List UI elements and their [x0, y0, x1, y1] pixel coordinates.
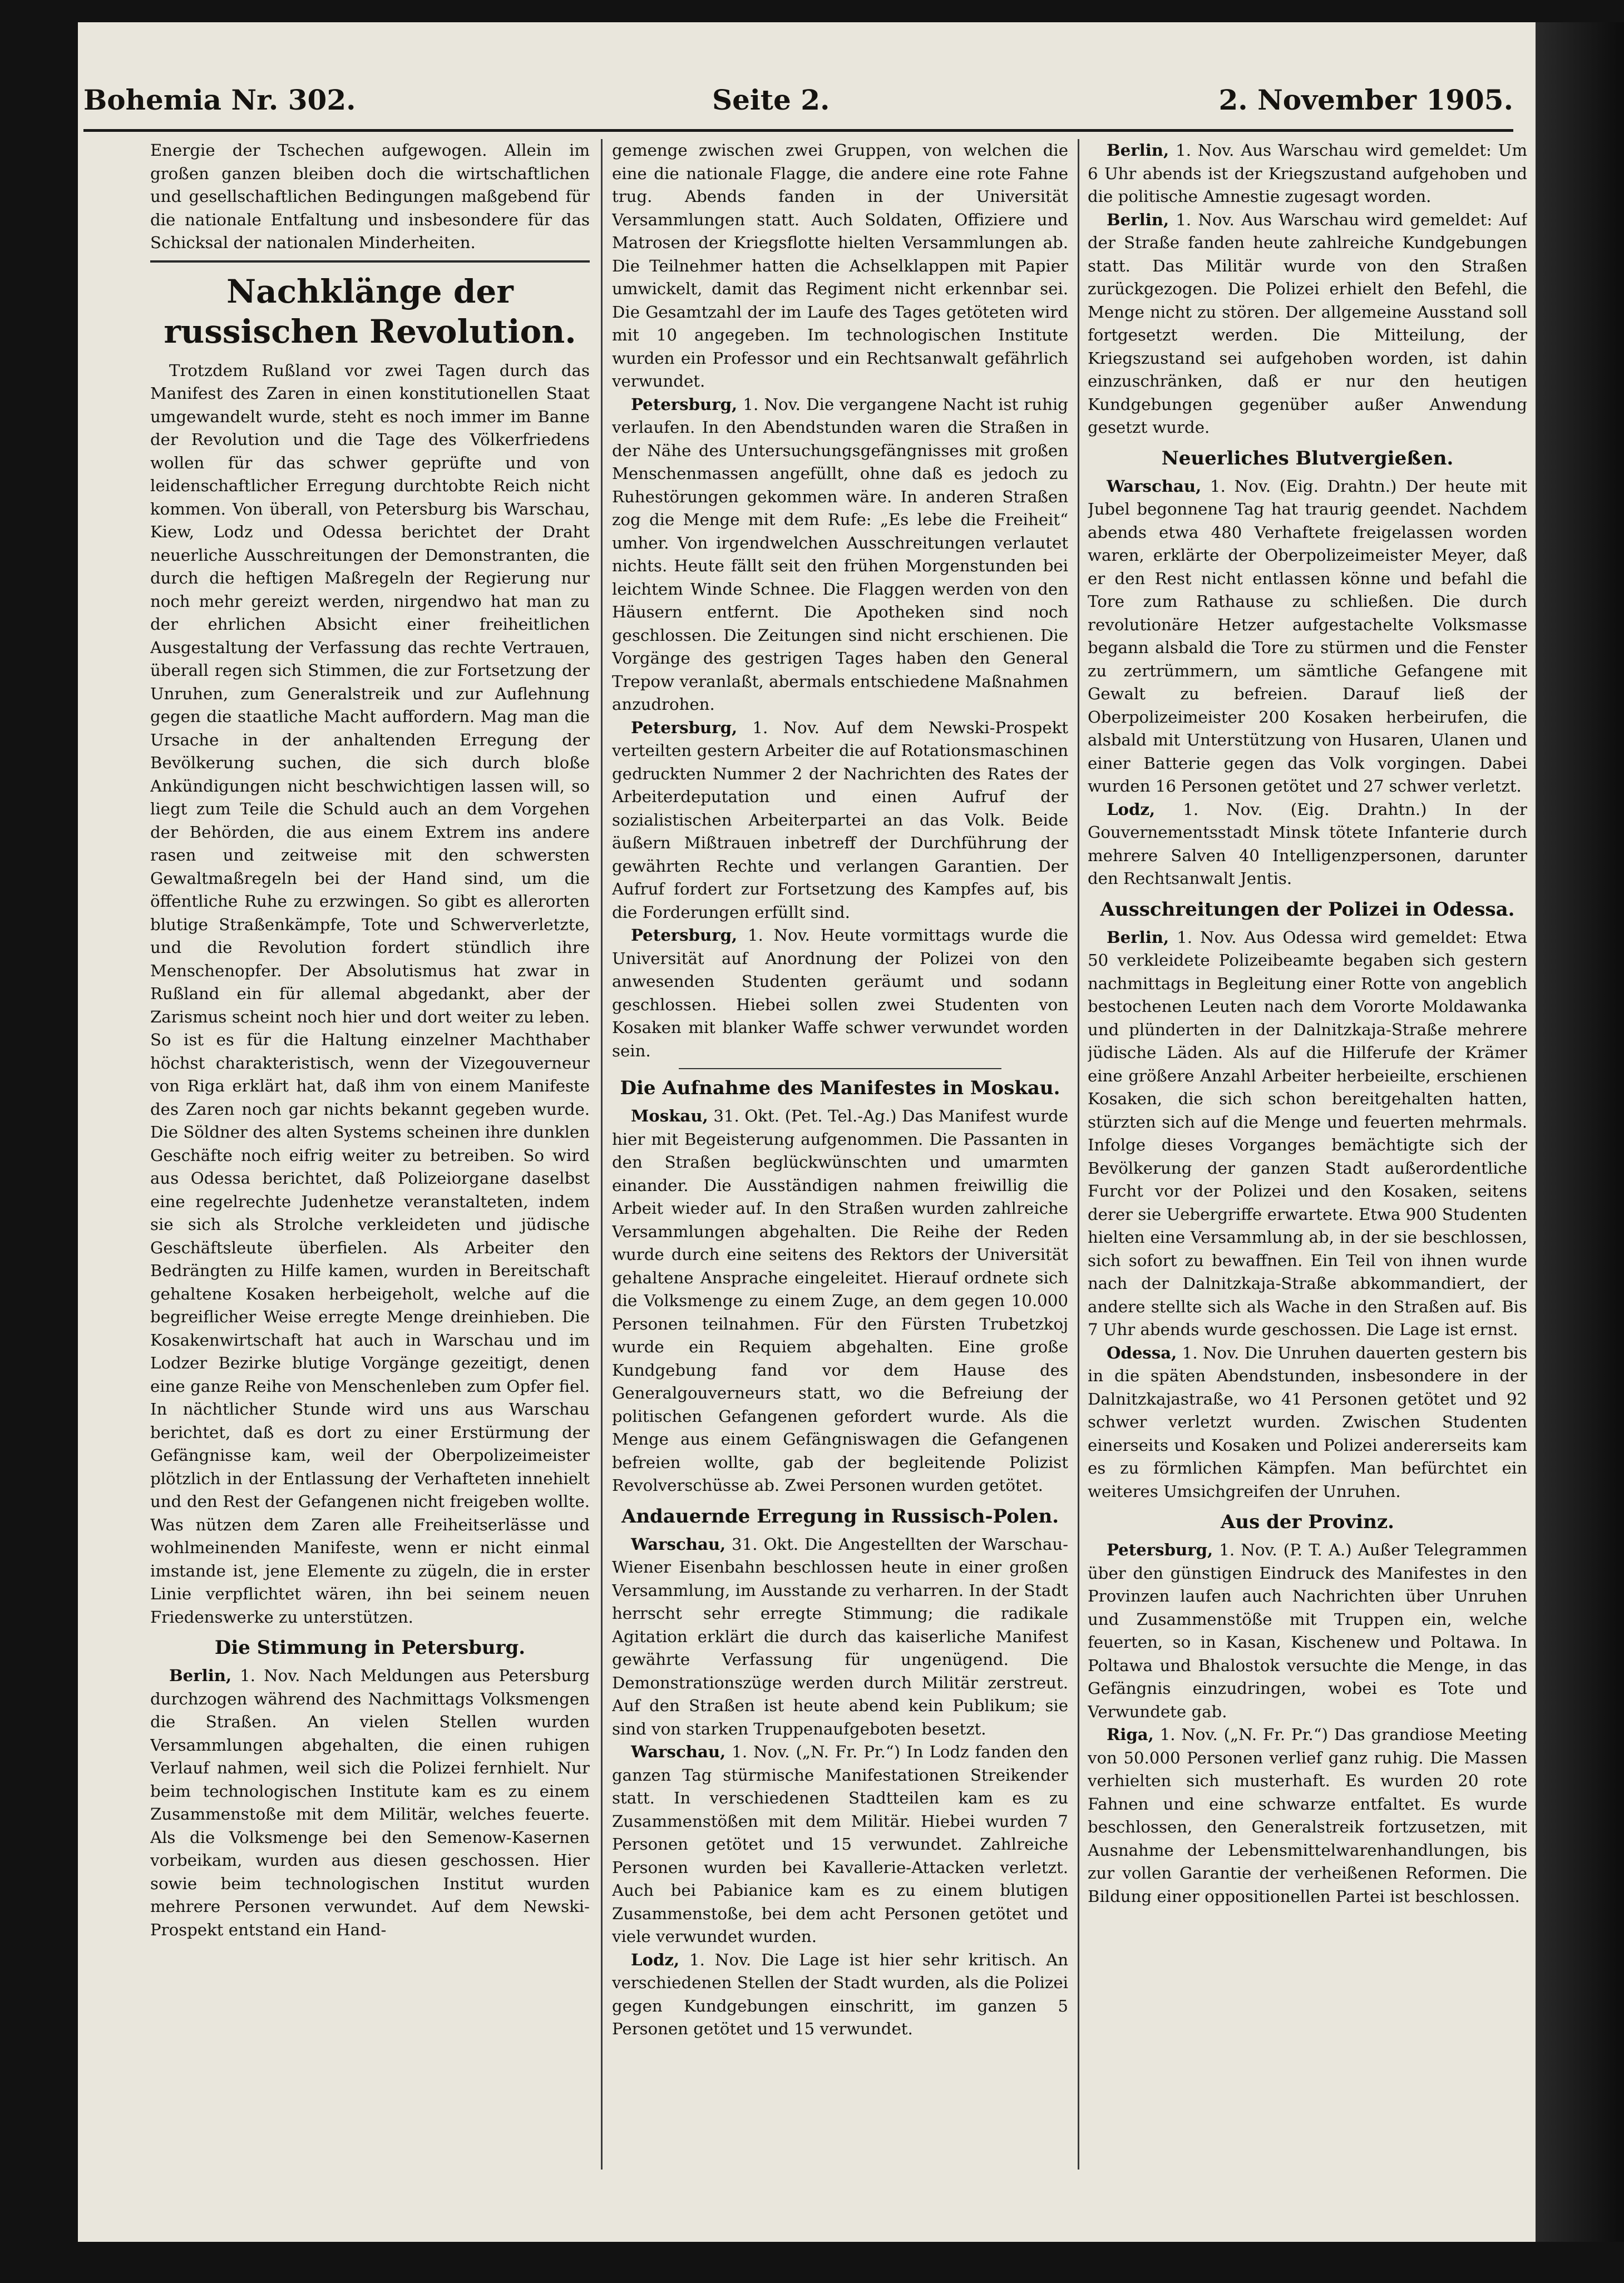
dateline: Berlin, — [1107, 210, 1169, 229]
dispatch-text: 31. Okt. Die Angestellten der Warschau-Wiener Eisenbahn beschlossen heute in einer großen Versammlung, im Ausstande zu verharren. In der Stadt herrscht sehr erregte Stimmung; die radikale Agitation erklärt die durch das kaiserliche Manifest gewährte Verfassung für ungenügend. Die Demonstrationszüge werden durch Militär zerstreut. Auf den Straßen ist heute abend kein Publikum; sie sind von starken Truppenaufgeboten besetzt. — [612, 1534, 1068, 1738]
dispatch-paragraph — [1088, 1723, 1527, 1908]
section-separator — [679, 1068, 1001, 1069]
dispatch-paragraph — [612, 1949, 1068, 2041]
dateline: Berlin, — [169, 1666, 232, 1685]
dispatch-text: 1. Nov. Aus Warschau wird gemeldet: Auf der Straße fanden heute zahlreiche Kundgebungen statt. Das Militär wurde von den Straßen zurückgezogen. Die Polizei erhielt den Befehl, die Menge nicht zu stören. Der allgemeine Ausstand soll fortgesetzt werden. Die Mitteilung, der Kriegszustand sei aufgehoben worden, ist dahin einzuschränken, daß er nur den heutigen Kundgebungen gegenüber außer Anwendung gesetzt wurde. — [1088, 210, 1527, 437]
dateline: Lodz, — [631, 1950, 680, 1969]
section-subhead: Die Aufnahme des Manifestes in Moskau. — [620, 1077, 1060, 1099]
page-number: Seite 2. — [712, 83, 830, 116]
article-separator — [150, 260, 590, 263]
dispatch-text: 1. Nov. Aus Odessa wird gemeldet: Etwa 50 verkleidete Polizeibeamte begaben sich gestern nachmittags in Begleitung einer Rotte von angeblich bestochenen Leuten nach dem Vororte Moldawanka und plünderten in der Dalnitzkaja-Straße mehrere jüdische Läden. Als auf die Hilferufe der Krämer eine größere Anzahl Arbeiter herbeieilte, erschienen Kosaken, die sich schon bereitgehalten hatten, stürzten sich auf die Menge und feuerten mehrmals. Infolge dieses Vorganges bemächtigte sich der Bevölkerung der ganzen Stadt außerordentliche Furcht vor der Polizei und den Kosaken, seitens derer sie Uebergriffe erwartete. Etwa 900 Studenten hielten eine Versammlung ab, in der sie beschlossen, sich sofort zu bewaffnen. Ein Teil von ihnen wurde nach der Dalnitzkaja-Straße abkommandiert, der andere stellte sich als Wache in den Straßen auf. Bis 7 Uhr abends wurde geschossen. Die Lage ist ernst. — [1088, 927, 1527, 1339]
dispatch-paragraph — [1088, 1342, 1527, 1504]
masthead-issue: Bohemia Nr. 302. — [83, 83, 356, 116]
section-subhead: Ausschreitungen der Polizei in Odessa. — [1100, 898, 1515, 921]
page-header — [83, 83, 1513, 128]
dispatch-text: 1. Nov. („N. Fr. Pr.“) In Lodz fanden den ganzen Tag stürmische Manifestationen Streikender statt. In verschiedenen Stadtteilen kam es zu Zusammenstößen mit dem Militär. Hiebei wurden 7 Personen getötet und 15 verwundet. Zahlreiche Personen wurden bei Kavallerie-Attacken verletzt. Auch bei Pabianice kam es zu einem blutigen Zusammenstoße, bei dem acht Personen getötet und viele verwundet wurden. — [612, 1742, 1068, 1946]
column-1 — [150, 139, 590, 2170]
dispatch-paragraph — [1088, 1539, 1527, 1723]
dateline: Petersburg, — [631, 926, 738, 945]
dispatch-text: 1. Nov. (Eig. Drahtn.) Der heute mit Jubel begonnene Tag hat traurig geendet. Nachdem abends etwa 480 Verhaftete freigelassen worden waren, erklärte der Oberpolizeimeister Meyer, daß er den Rest nicht entlassen könne und befahl die Tore zum Rathause zu schließen. Die durch revolutionäre Hetzer aufgestachelte Volksmasse begann alsbald die Tore zu stürmen und die Fenster zu zertrümmern, um sämtliche Gefangene mit Gewalt zu befreien. Darauf ließ der Oberpolizeimeister 200 Kosaken herbeirufen, die alsbald mit Unterstützung von Husaren, Ulanen und einer Batterie gegen das Volk vorgingen. Dabei wurden 16 Personen getötet und 27 schwer verletzt. — [1088, 476, 1527, 795]
section-subhead: Die Stimmung in Petersburg. — [214, 1637, 526, 1659]
dispatch-paragraph — [1088, 209, 1527, 439]
dispatch-text: 1. Nov. (Eig. Drahtn.) In der Gouvernementsstadt Minsk tötete Infanterie durch mehrere Salven 40 Intelligenzpersonen, darunter den Rechtsanwalt Jentis. — [1088, 799, 1527, 888]
dateline: Warschau, — [631, 1742, 726, 1761]
dateline: Moskau, — [631, 1106, 708, 1125]
dispatch-paragraph — [612, 393, 1068, 716]
dispatch-text: 1. Nov. Auf dem Newski-Prospekt verteilten gestern Arbeiter die auf Rotationsmaschinen gedruckten Nummer 2 der Nachrichten des Rates der Arbeiterdeputation und einen Aufruf der sozialistischen Arbeiterpartei an das Volk. Beide äußern Mißtrauen inbetreff der Durchführung der gewährten Rechte und verlangen Garantien. Der Aufruf fordert zur Fortsetzung des Kampfes auf, bis die Forderungen erfüllt sind. — [612, 718, 1068, 922]
article-paragraph: Trotzdem Rußland vor zwei Tagen durch das Manifest des Zaren in einen konstitutionellen Staat umgewandelt wurde, steht es noch immer im Banne der Revolution und die Tage des Völkerfriedens wollen für das schwer geprüfte und von leidenschaftlicher Erregung durchtobte Reich nicht kommen. Von überall, von Petersburg bis Warschau, Kiew, Lodz und Odessa berichtet der Draht neuerliche Ausschreitungen der Demonstranten, die durch die heftigen Maßregeln der Regierung nur noch mehr gereizt werden, nirgendwo hat man zu der ehrlichen Absicht einer freiheitlichen Ausgestaltung der Verfassung das rechte Vertrauen, überall regen sich Stimmen, die zur Fortsetzung der Unruhen, zum Generalstreik und zur Auflehnung gegen die staatliche Macht auffordern. Mag man die Ursache in der anhaltenden Erregung der Bevölkerung suchen, die sich durch bloße Ankündigungen nicht beschwichtigen lassen will, so liegt zum Teile die Schuld auch an dem Vorgehen der Behörden, die aus einem Extrem ins andere rasen und zeitweise mit den schwersten Gewaltmaßregeln bei der Hand sind, um die öffentliche Ruhe zu erzwingen. So gibt es allerorten blutige Straßenkämpfe, Tote und Schwerverletzte, und die Revolution fordert stündlich ihre Menschenopfer. Der Absolutismus hat zwar in Rußland ein für allemal abgedankt, aber der Zarismus scheint noch hier und dort weiter zu leben. So ist es für die Haltung einzelner Machthaber höchst charakteristisch, wenn der Vizegouverneur von Riga erklärt hat, daß ihm von einem Manifeste des Zaren noch gar nichts bekannt gegeben wurde. Die Söldner des alten Systems scheinen ihre dunklen Geschäfte noch eifrig weiter zu betreiben. So wird aus Odessa berichtet, daß Polizeiorgane daselbst eine regelrechte Judenhetze veranstalteten, indem sie sich als Strolche verkleideten und jüdische Geschäftsleute überfielen. Als Arbeiter den Bedrängten zu Hilfe kamen, wurden in Bereitschaft gehaltene Kosaken herbeigeholt, welche auf die begreiflicher Weise erregte Menge dreinhieben. Die Kosakenwirtschaft hat auch in Warschau und im Lodzer Bezirke blutige Vorgänge gezeitigt, denen eine ganze Reihe von Menschenleben zum Opfer fiel. In nächtlicher Stunde wird uns aus Warschau berichtet, daß es dort zu einer Erstürmung der Gefängnisse kam, weil der Oberpolizeimeister plötzlich in der Entlassung der Verhafteten innehielt und den Rest der Gefangenen nicht freigeben wollte. Was nützen dem Zaren alle Freiheitserlässe und wohlmeinenden Manifeste, wenn er nicht einmal imstande ist, jene Elemente zu zügeln, die in erster Linie verpflichtet wären, ihn bei seinem neuen Friedenswerke zu unterstützen. — [150, 360, 590, 1627]
article-headline: Nachklänge der russischen Revolution. — [164, 272, 576, 350]
section-subhead: Aus der Provinz. — [1221, 1511, 1394, 1533]
article-continuation: Energie der Tschechen aufgewogen. Allein im großen ganzen bleiben doch die wirtschaftlichen und gesellschaftlichen Bedingungen maßgebend für die nationale Entfaltung und insbesondere für das Schicksal der nationalen Minderheiten. — [150, 141, 590, 252]
dispatch-text: 31. Okt. (Pet. Tel.-Ag.) Das Manifest wurde hier mit Begeisterung aufgenommen. Die Passanten in den Straßen beglückwünschten und umarmten einander. Die Ausständigen nahmen freiwillig die Arbeit wieder auf. In den Straßen wurden zahlreiche Versammlungen abgehalten. Die Reihe der Reden wurde durch eine seitens des Rektors der Universität gehaltene Ansprache eingeleitet. Hierauf ordnete sich die Volksmenge zu einem Zuge, an dem gegen 10.000 Personen teilnahmen. Für den Fürsten Trubetzkoj wurde ein Requiem abgehalten. Eine große Kundgebung fand vor dem Hause des Generalgouverneurs statt, wo die Befreiung der politischen Gefangenen gefordert wurde. Als die Menge aus einem Gefängniswagen die Gefangenen befreien wollte, gab der begleitende Polizist Revolverschüsse ab. Zwei Personen wurden getötet. — [612, 1106, 1068, 1495]
dispatch-paragraph — [612, 1105, 1068, 1498]
dispatch-text: 1. Nov. Nach Meldungen aus Petersburg durchzogen während des Nachmittags Volksmengen die Straßen. An vielen Stellen wurden Versammlungen abgehalten, die einen ruhigen Verlauf nahmen, weil sich die Polizei fernhielt. Nur beim technologischen Institute kam es zu einem Zusammenstoße mit dem Militär, welches feuerte. Als die Volksmenge bei den Semenow-Kasernen vorbeikam, wurden aus diesen geschossen. Hier sowie beim technologischen Institut wurden mehrere Personen verwundet. Auf dem Newski-Prospekt entstand ein Hand- — [150, 1666, 590, 1939]
dateline: Warschau, — [1107, 476, 1202, 496]
scan-border — [1536, 22, 1624, 2242]
dateline: Odessa, — [1107, 1343, 1177, 1362]
dateline: Berlin, — [1107, 141, 1169, 160]
dispatch-text: 1. Nov. Die vergangene Nacht ist ruhig verlaufen. In den Abendstunden waren die Straßen in der Nähe des Untersuchungsgefängnisses mit großen Menschenmassen angefüllt, ohne daß es jedoch zu Ruhestörungen gekommen wäre. In anderen Straßen zog die Menge mit dem Rufe: „Es lebe die Freiheit“ umher. Von irgendwelchen Ausschreitungen verlautet nichts. Heute fällt seit den frühen Morgenstunden bei leichtem Winde Schnee. Die Flaggen werden von den Häusern entfernt. Die Apotheken sind noch geschlossen. Die Zeitungen sind nicht erschienen. Die Vorgänge des gestrigen Tages haben den General Trepow veranlaßt, abermals entschiedene Maßnahmen anzudrohen. — [612, 394, 1068, 714]
column-2 — [612, 139, 1068, 2170]
dispatch-paragraph — [612, 716, 1068, 925]
column-divider — [601, 139, 603, 2170]
dispatch-text: 1. Nov. Die Unruhen dauerten gestern bis in die späten Abendstunden, insbesondere in der Dalnitzkajastraße, wo 41 Personen getötet und 92 schwer verletzt wurden. Zwischen Studenten einerseits und Kosaken und Polizei andererseits kam es zu förmlichen Kämpfen. Man befürchtet ein weiteres Umsichgreifen der Unruhen. — [1088, 1343, 1527, 1501]
dateline: Petersburg, — [1107, 1540, 1213, 1559]
dateline: Berlin, — [1107, 927, 1169, 947]
dispatch-text: 1. Nov. Die Lage ist hier sehr kritisch. An verschiedenen Stellen der Stadt wurden, als die Polizei gegen Kundgebungen einschritt, im ganzen 5 Personen getötet und 15 verwundet. — [612, 1950, 1068, 2038]
dateline: Petersburg, — [631, 718, 738, 737]
dispatch-paragraph — [612, 1533, 1068, 1741]
dateline: Warschau, — [631, 1534, 726, 1554]
dateline: Riga, — [1107, 1725, 1154, 1744]
column-3 — [1088, 139, 1527, 2170]
header-rule — [83, 129, 1513, 132]
dispatch-paragraph — [1088, 475, 1527, 798]
dispatch-paragraph — [612, 924, 1068, 1063]
dispatch-paragraph — [612, 1741, 1068, 1949]
section-subhead: Neuerliches Blutvergießen. — [1161, 447, 1454, 470]
dispatch-text: 1. Nov. (P. T. A.) Außer Telegrammen über den günstigen Eindruck des Manifestes in den Provinzen laufen auch Nachrichten über Unruhen und Zusammenstöße mit Truppen ein, welche feuerten, so in Kasan, Kischenew und Poltawa. In Poltawa und Bhalostok versuchte die Menge, in das Gefängnis einzudringen, wobei es Tote und Verwundete gab. — [1088, 1540, 1527, 1721]
dispatch-continuation: gemenge zwischen zwei Gruppen, von welchen die eine die nationale Flagge, die andere eine rote Fahne trug. Abends fanden in der Universität Versammlungen statt. Auch Soldaten, Offiziere und Matrosen der Kriegsflotte hielten Versammlungen ab. Die Teilnehmer hatten die Achselklappen mit Papier umwickelt, damit das Regiment nicht erkennbar sei. Die Gesamtzahl der im Laufe des Tages getöteten wird mit 10 angegeben. Im technologischen Institute wurden ein Professor und ein Rechtsanwalt gefährlich verwundet. — [612, 141, 1068, 391]
dispatch-text: 1. Nov. Heute vormittags wurde die Universität auf Anordnung der Polizei von den anwesenden Studenten geräumt und sodann geschlossen. Hiebei sollen zwei Studenten von Kosaken mit blanker Waffe schwer verwundet worden sein. — [612, 926, 1068, 1060]
dispatch-text: 1. Nov. („N. Fr. Pr.“) Das grandiose Meeting von 50.000 Personen verlief ganz ruhig. Die Massen verhielten sich musterhaft. Es wurden 20 rote Fahnen und eine schwarze entfaltet. Es wurde beschlossen, den Generalstreik fortzusetzen, mit Ausnahme der Lebensmittelwarenhandlungen, bis zur vollen Garantie der verheißenen Reformen. Die Bildung einer oppositionellen Partei ist beschlossen. — [1088, 1725, 1527, 1906]
dispatch-paragraph — [150, 1664, 590, 1941]
dateline: Petersburg, — [631, 394, 738, 414]
issue-date: 2. November 1905. — [1218, 83, 1513, 116]
dispatch-paragraph — [1088, 926, 1527, 1342]
dispatch-text: 1. Nov. Aus Warschau wird gemeldet: Um 6 Uhr abends ist der Kriegszustand aufgehoben und die politische Amnestie zugesagt worden. — [1088, 141, 1527, 206]
section-subhead: Andauernde Erregung in Russisch-Polen. — [621, 1505, 1059, 1528]
dateline: Lodz, — [1107, 799, 1156, 819]
dispatch-paragraph — [1088, 798, 1527, 891]
dispatch-paragraph — [1088, 139, 1527, 209]
column-divider — [1078, 139, 1079, 2170]
